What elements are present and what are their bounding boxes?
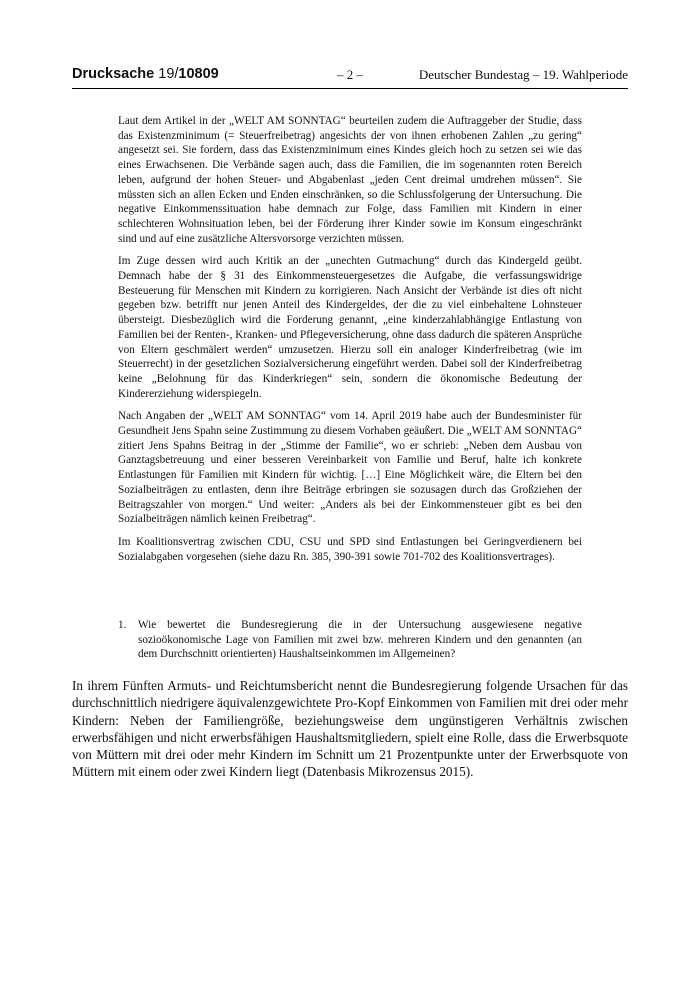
page-number: – 2 – <box>337 67 363 82</box>
publisher: Deutscher Bundestag – 19. Wahlperiode <box>418 67 628 82</box>
question-number: 1. <box>118 619 127 631</box>
paragraph: Laut dem Artikel in der „WELT AM SONNTAG“ beurteilen zudem die Auftraggeber der Studie, dass das Existenzminimum (= Steuerfreibetrag) angesichts der von ihnen erhobenen Zahlen „zu gering“ angesetzt sei. Sie fordern, dass das Existenzminimum eines Kindes gleich hoch zu setzen sei wie das eines Erwachsenen. Die Verbände sagen auch, dass die Familien, die im sogenannten roten Bereich leben, aufgrund der hohen Steuer- und Abgabenlast „jeden Cent dreimal umdrehen müssen“. Sie müssten sich an allen Ecken und Enden einschränken, so die Schlussfolgerung der Untersuchung. Die negative Einkommenssituation habe demnach zur Folge, dass Familien mit Kindern in einer schlechteren Wohnsituation leben, bei der Förderung ihrer Kinder sowie im Konsum eingeschränkt sind und auf eine zusätzliche Altersvorsorge verzichten müssen. <box>118 115 582 245</box>
answer-1 <box>72 677 628 781</box>
paragraph: Im Zuge dessen wird auch Kritik an der „unechten Gutmachung“ durch das Kindergeld geübt. Demnach habe der § 31 des Einkommensteuergesetzes die Aufgabe, die verfassungswidrige Besteuerung für Menschen mit Kindern zu korrigieren. Nach Ansicht der Verbände ist dies oft nicht gegeben bzw. betrifft nur jenen Anteil des Kindergeldes, der die zu viel einbehaltene Lohnsteuer übersteigt. Diesbezüglich wird die Forderung genannt, „eine kinderzahlabhängige Entlastung von Familien bei der Renten-, Kranken- und Pflegeversicherung, ohne dass dadurch die späteren Ansprüche von Eltern geschmälert werden“ umzusetzen. Hierzu soll ein analoger Kinderfreibetrag (wie im Steuerrecht) in der gesetzlichen Sozialversicherung eingeführt werden. Dabei soll der Kinderfreibetrag keine „Belohnung für das Kinderkriegen“ sein, sondern die ökonomische Bedeutung der Kindererziehung widerspiegeln. <box>118 255 582 400</box>
paragraph: Nach Angaben der „WELT AM SONNTAG“ vom 14. April 2019 habe auch der Bundesminister für Gesundheit Jens Spahn seine Zustimmung zu diesem Vorhaben geäußert. Die „WELT AM SONNTAG“ zitiert Jens Spahns Beitrag in der „Stimme der Familie“, wo er schrieb: „Neben dem Ausbau von Ganztagsbetreuung und einer besseren Vereinbarkeit von Familie und Beruf, halte ich konkrete Entlastungen für Familien mit Kindern für wichtig. […] Eine Möglichkeit wäre, die Eltern bei den Sozialbeiträgen zu entlasten, denn ihre Beiträge erbringen sie sozusagen durch das Großziehen der Beitragszahler von morgen.“ Und weiter: „Anders als bei der Einkommensteuer gibt es bei den Sozialbeiträgen nämlich keinen Freibetrag“. <box>118 410 582 526</box>
doc-number: 10809 <box>178 66 219 82</box>
answer-text: In ihrem Fünften Armuts- und Reichtumsbericht nennt die Bundesregierung folgende Ursachen für das durchschnittlich niedrigere äquivalenzgewichtete Pro-Kopf Einkommen von Familien mit drei oder mehr Kindern: Neben der Familiengröße, beziehungsweise dem ungünstigeren Verhältnis zwischen erwerbsfähigen und nicht erwerbsfähigen Haushaltsmitgliedern, spielt eine Rolle, dass die Erwerbsquote von Müttern mit drei oder mehr Kindern im Schnitt um 21 Prozentpunkte unter der Erwerbsquote von Müttern mit einem oder zwei Kindern liegt (Datenbasis Mikrozensus 2015). <box>72 678 628 780</box>
question-1 <box>118 618 582 662</box>
question-text: Wie bewertet die Bundesregierung die in der Untersuchung ausgewiesene negative sozioökonomische Lage von Familien mit zwei bzw. mehreren Kindern und den genannten (an dem Durchschnitt orientierten) Haushaltseinkommen im Allgemeinen? <box>138 619 582 661</box>
doc-period: 19/ <box>158 66 179 82</box>
doc-label: Drucksache <box>72 66 155 82</box>
preamble-text <box>118 114 582 572</box>
paragraph: Im Koalitionsvertrag zwischen CDU, CSU und SPD sind Entlastungen bei Geringverdienern bei Sozialabgaben vorgesehen (siehe dazu Rn. 385, 390-391 sowie 701-702 des Koalitionsvertrages). <box>118 535 582 563</box>
page-header <box>72 66 628 89</box>
